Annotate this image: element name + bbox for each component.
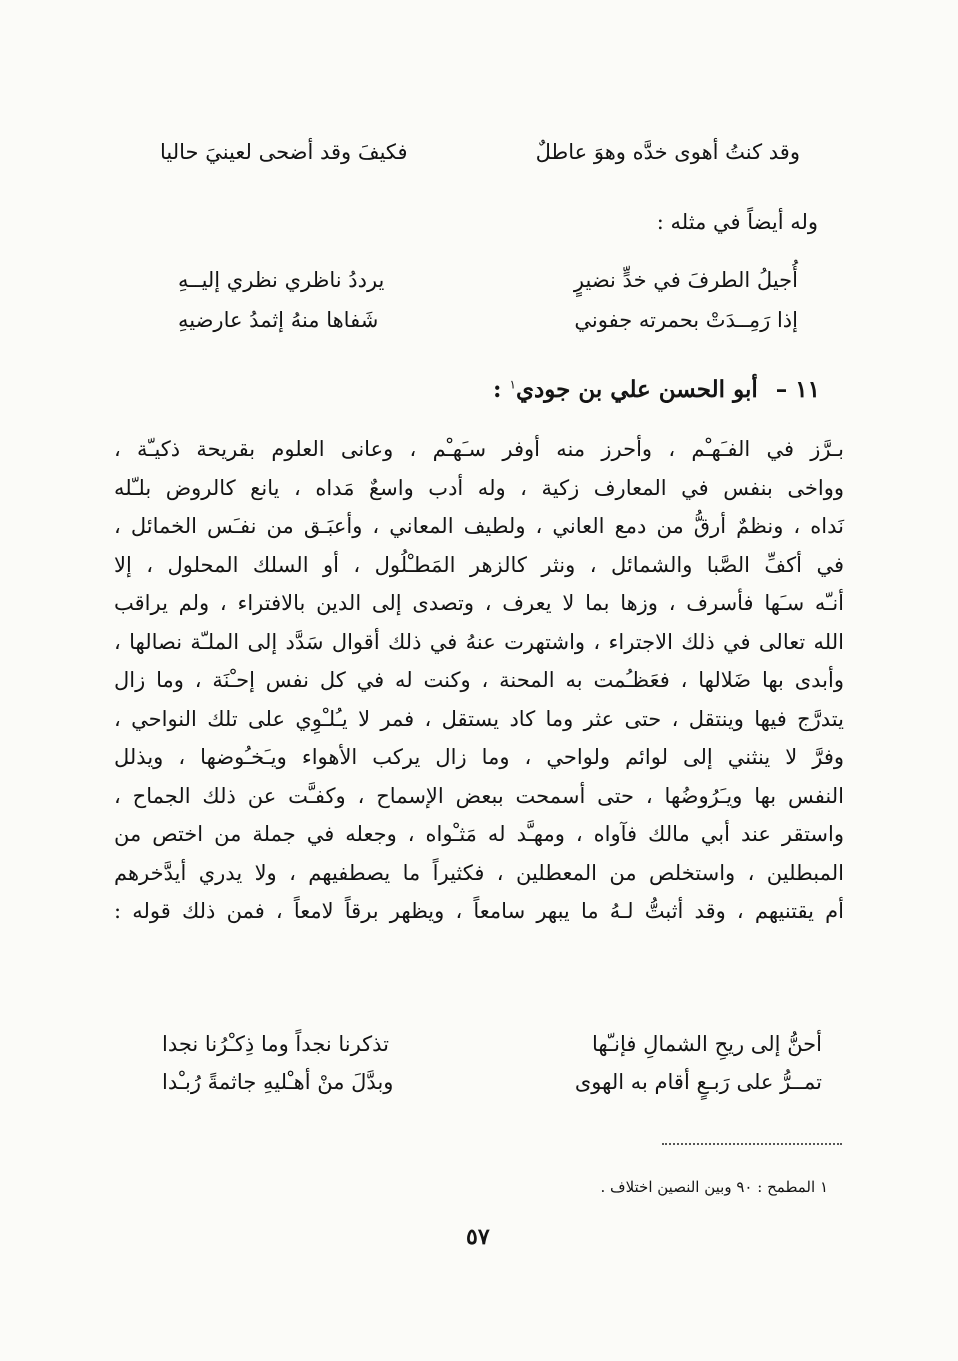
prose-line: الله تعالى في ذلك الاجتراء ، واشتهرت عنهُ في ذلك أقوال سَدَّد إلى الملـّة نصالها ، (114, 629, 844, 654)
footnote-reference[interactable]: ١ (509, 377, 516, 392)
prose-line: يتدرَّج فيها وينتقل ، حتى عثر وما كاد يستقل ، فمر لا يـُلـْوِي على تلك النواحي ، (114, 706, 844, 731)
poem-block (178, 268, 798, 348)
intro-line: وله أيضاً في مثله : (656, 210, 818, 234)
second-hemistich: تذكرنا نجداً وما ذِكـْرُنا نجدا (162, 1032, 390, 1056)
section-title: أبو الحسن علي بن جودي (516, 376, 758, 403)
second-hemistich: شَفاها منهُ إثمدُ عارضيهِ (178, 308, 379, 332)
prose-line: المبطلين ، واستخلص من المعطلين ، فكثيراً ما يصطفيهم ، ولا يدري أيدَّخرهم (114, 860, 844, 885)
second-hemistich: يرددُ ناظري نظري إليــهِ (178, 268, 385, 292)
section-number: ١١ – (775, 376, 820, 403)
first-hemistich: تمــرُّ على رَبـعٍ أقام به الهوى (574, 1070, 822, 1094)
poem-block (162, 1032, 822, 1108)
prose-line: أنـّه سـَها فأسرف ، وزها بما لا يعرف ، وتصدى إلى الدين بالافتراء ، ولم يراقب (114, 591, 844, 615)
prose-line: واستقر عند أبي مالك فآواه ، ومهـَّد له مَثـْواه ، وجعله في جملة من اختص من (114, 822, 844, 846)
verse-line (162, 1032, 822, 1056)
page-number: ٥٧ (466, 1224, 490, 1250)
verse-line (178, 268, 798, 292)
first-hemistich: وقد كنتُ أهوى خدَّه وهوَ عاطلٌ (535, 140, 800, 164)
first-hemistich: أحنُّ إلى ريحِ الشمالِ فإنـّها (591, 1032, 822, 1056)
prose-line: في أكفِّ الصَّبا والشمائل ، ونثر كالزهر المَطـْلُول ، أو السلك المحلول ، إلا (114, 552, 844, 577)
footnote-divider (662, 1143, 842, 1145)
verse-line (178, 308, 798, 332)
prose-line: نَداه ، ونظمٌ أرقُّ من دمع العاني ، ولطيف المعاني ، وأعبَـق من نفـَس الخمائل ، (114, 514, 844, 538)
prose-line: النفس بها ويـَرُوضُها ، حتى أسمحت ببعض الإسماح ، وكفـَّت عن ذلك الجماح ، (114, 783, 844, 808)
prose-line: أم يقتنيهم ، وقد أثبتُّ لـهُ ما يبهر سامعاً ، ويظهر برقاً لامعاً ، فمن ذلك قوله : (114, 899, 844, 923)
section-heading (493, 376, 820, 403)
second-hemistich: فكيفَ وقد أضحى لعينيَ حاليا (160, 140, 408, 164)
prose-line: وفرَّ لا ينثني إلى لوائم ولواحي ، وما زال يركب الأهواء ويـَخـُوضها ، ويذلل (114, 745, 844, 769)
verse-line (162, 1070, 822, 1094)
prose-paragraph (114, 430, 844, 931)
first-hemistich: إذا رَمِــدَتْ بحمرته جفوني (574, 308, 798, 332)
first-hemistich: أُجيلُ الطرفَ في خدٍّ نضيرٍ (573, 268, 798, 292)
prose-line: بـرَّز في الفـَهـْم ، وأحرز منه أوفر سـَهـْم ، وعانى العلوم بقريحة ذكيـّة ، (114, 437, 844, 461)
prose-line: وواخى بنفس في المعارف زكية ، وله أدب واسعٌ مَداه ، يانع كالروض بلـّله (114, 475, 844, 500)
verse-line (160, 140, 800, 164)
footnote: ١ المطمح : ٩٠ وبين النصين اختلاف . (600, 1178, 828, 1196)
heading-colon: : (493, 376, 502, 403)
second-hemistich: وبدَّلَ منْ أهـْليهِ جاثمةً رُبـْدا (162, 1070, 394, 1094)
prose-line: وأبدى بها ضَلالها ، فعَظـُمت به المحنة ، وكنت له في كل نفس إحـْنَة ، وما زال (114, 668, 844, 692)
